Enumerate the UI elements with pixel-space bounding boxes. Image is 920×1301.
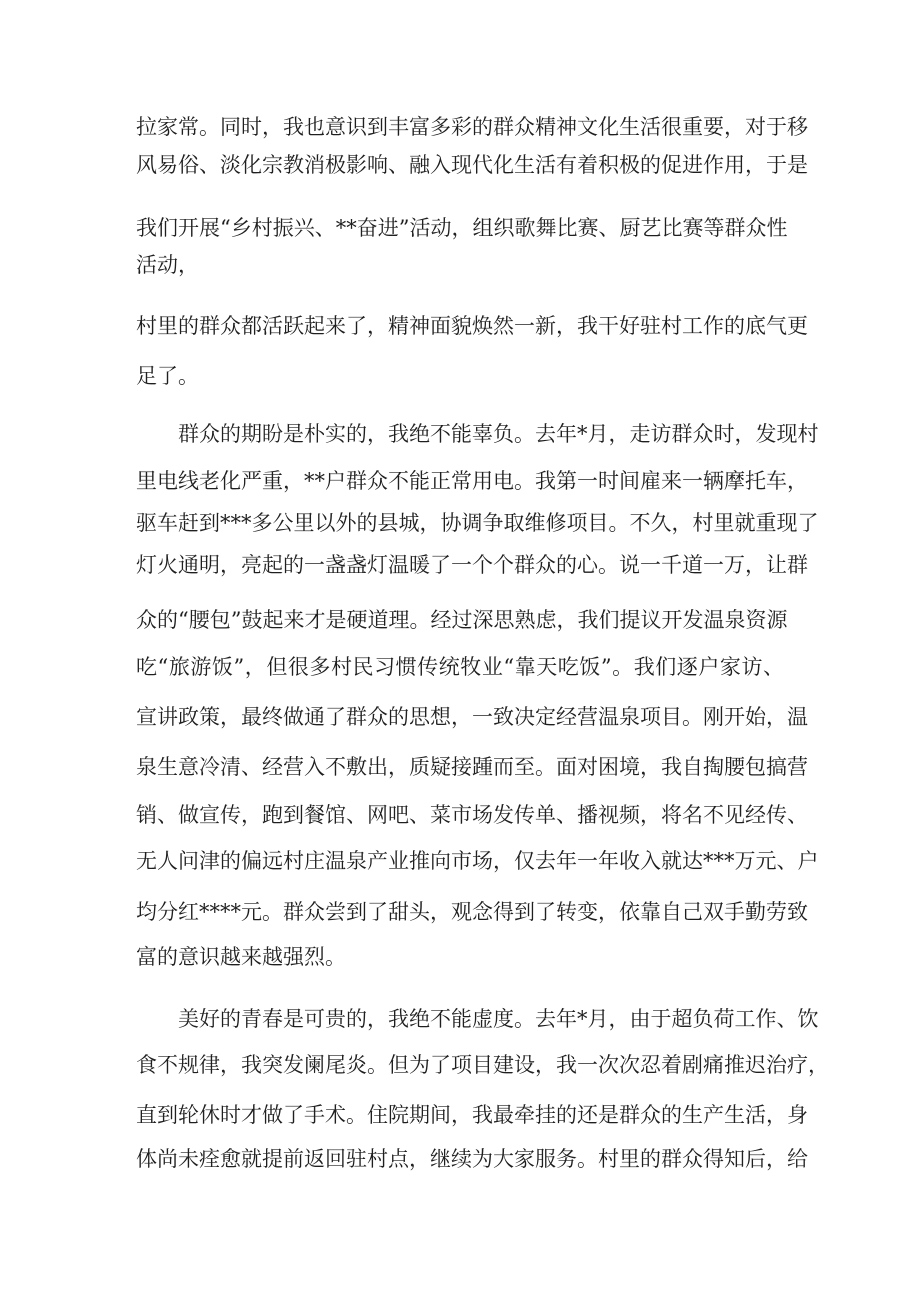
text-line: 吃“旅游饭”，但很多村民习惯传统牧业“靠天吃饭”。我们逐户家访、 — [136, 655, 784, 679]
text-line: 泉生意冷清、经营入不敷出，质疑接踵而至。面对困境，我自掏腰包搞营 — [136, 755, 808, 779]
paragraph-first-line: 美好的青春是可贵的，我绝不能虚度。去年*月，由于超负荷工作、饮 — [178, 1007, 819, 1031]
text-line: 销、做宣传，跑到餐馆、网吧、菜市场发传单、播视频，将名不见经传、 — [136, 803, 808, 827]
text-line: 食不规律，我突发阑尾炎。但为了项目建设，我一次次忍着剧痛推迟治疗， — [136, 1053, 829, 1077]
paragraph-first-line: 群众的期盼是朴实的，我绝不能辜负。去年*月，走访群众时，发现村 — [178, 422, 819, 446]
text-line: 直到轮休时才做了手术。住院期间，我最牵挂的还是群众的生产生活，身 — [136, 1103, 808, 1127]
text-line: 拉家常。同时，我也意识到丰富多彩的群众精神文化生活很重要，对于移 — [136, 115, 808, 139]
text-line: 宣讲政策，最终做通了群众的思想，一致决定经营温泉项目。刚开始，温 — [136, 705, 808, 729]
text-line: 活动， — [136, 253, 199, 277]
text-line: 村里的群众都活跃起来了，精神面貌焕然一新，我干好驻村工作的底气更 — [136, 314, 808, 338]
text-line: 体尚未痊愈就提前返回驻村点，继续为大家服务。村里的群众得知后，给 — [136, 1147, 808, 1171]
text-line: 均分红****元。群众尝到了甜头，观念得到了转变，依靠自己双手勤劳致 — [136, 900, 808, 924]
text-line: 无人问津的偏远村庄温泉产业推向市场，仅去年一年收入就达***万元、户 — [136, 849, 819, 873]
text-line: 驱车赶到***多公里以外的县城，协调争取维修项目。不久，村里就重现了 — [136, 511, 819, 535]
text-line: 灯火通明，亮起的一盏盏灯温暖了一个个群众的心。说一千道一万，让群 — [136, 553, 808, 577]
text-line: 风易俗、淡化宗教消极影响、融入现代化生活有着积极的促进作用，于是 — [136, 153, 808, 177]
text-line: 里电线老化严重，**户群众不能正常用电。我第一时间雇来一辆摩托车， — [136, 469, 808, 493]
text-line: 足了。 — [136, 364, 199, 388]
text-line: 我们开展“乡村振兴、**奋进”活动，组织歌舞比赛、厨艺比赛等群众性 — [136, 216, 788, 240]
text-line: 众的“腰包”鼓起来才是硬道理。经过深思熟虑，我们提议开发温泉资源 — [136, 608, 788, 632]
text-line: 富的意识越来越强烈。 — [136, 945, 346, 969]
